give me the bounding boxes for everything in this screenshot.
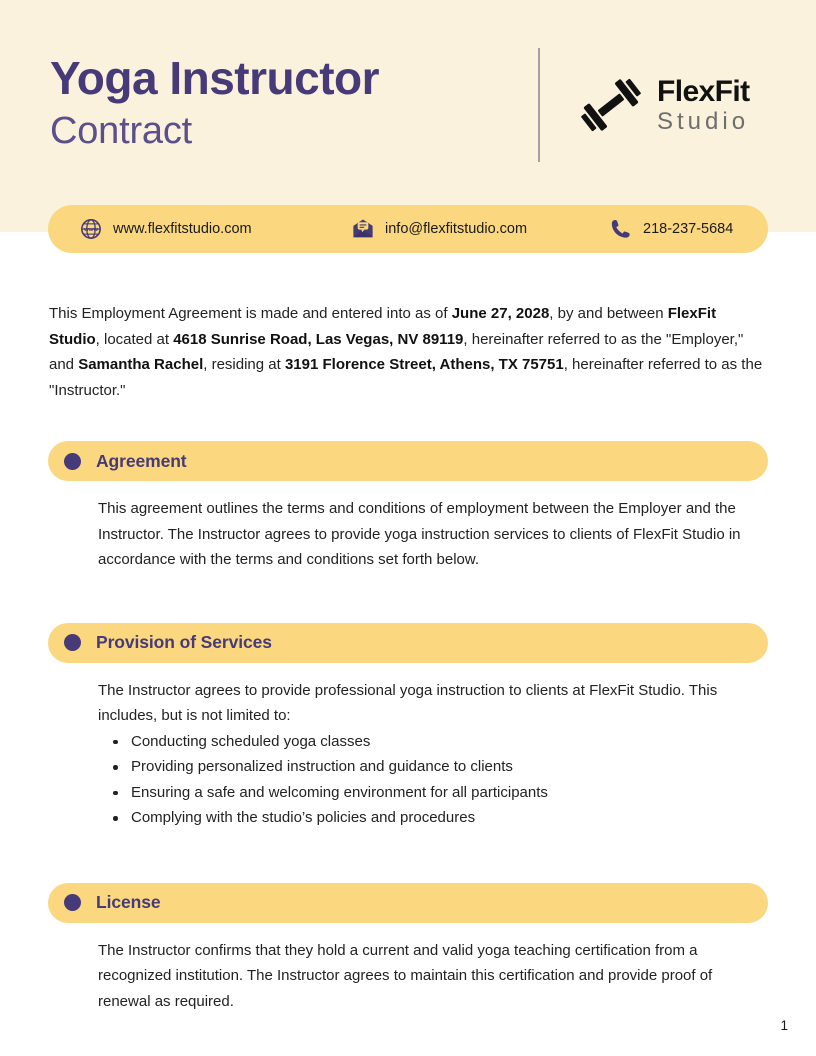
- brand-logo: [578, 74, 750, 135]
- intro-text-2: , by and between: [549, 305, 668, 322]
- page-subtitle: Contract: [50, 110, 193, 153]
- list-item: Complying with the studio’s policies and procedures: [98, 805, 764, 831]
- contact-phone[interactable]: [610, 218, 733, 240]
- intro-date: June 27, 2028: [451, 305, 550, 322]
- envelope-icon: [352, 218, 374, 240]
- phone-icon: [610, 218, 632, 240]
- header-content: [50, 40, 766, 170]
- section-heading: Agreement: [96, 450, 187, 471]
- page-title: Yoga Instructor: [50, 52, 380, 105]
- section-header-provision-of-services: [48, 623, 768, 663]
- section-paragraph: This agreement outlines the terms and conditions of employment between the Employer and the Instructor. The Instructor agrees to provide yoga instruction services to clients of FlexFit Studio in accordance with the terms and conditions set forth below.: [98, 500, 741, 568]
- contact-website[interactable]: [80, 218, 352, 240]
- contact-website-label: www.flexfitstudio.com: [113, 221, 252, 237]
- section-body-provision-of-services: [48, 663, 768, 831]
- contact-email[interactable]: [352, 218, 610, 240]
- svg-text:WWW: WWW: [84, 228, 98, 234]
- intro-text-5: , residing at: [203, 356, 285, 373]
- contract-sections: [48, 441, 768, 1014]
- header-divider: [538, 48, 540, 162]
- logo-name: FlexFit: [657, 74, 750, 108]
- section-paragraph: The Instructor agrees to provide professional yoga instruction to clients at FlexFit Studio. This includes, but is not limited to:: [98, 681, 718, 724]
- section-spacer: [48, 573, 768, 623]
- intro-text-3: , located at: [95, 330, 174, 348]
- intro-instructor: Samantha Rachel: [78, 356, 204, 373]
- section-header-agreement: [48, 441, 768, 481]
- intro-employer-address: 4618 Sunrise Road, Las Vegas, NV 89119: [173, 330, 464, 348]
- intro-text-6: , hereinafter referred to as the "Instructor.": [49, 356, 763, 399]
- intro-text-4: , hereinafter referred to as the "Employer," and: [49, 330, 744, 373]
- logo-tagline: Studio: [657, 107, 750, 135]
- contact-bar: [48, 205, 768, 253]
- section-license: [48, 883, 768, 1015]
- bullet-dot-icon: [64, 894, 81, 911]
- section-header-license: [48, 883, 768, 923]
- intro-paragraph: [49, 301, 764, 403]
- section-body-agreement: [48, 481, 768, 573]
- list-item: Conducting scheduled yoga classes: [98, 729, 764, 755]
- dumbbell-icon: [578, 77, 644, 133]
- intro-text-1: This Employment Agreement is made and entered into as of: [49, 305, 452, 322]
- intro-employer: FlexFit Studio: [49, 305, 717, 348]
- services-list: [98, 729, 764, 831]
- section-provision-of-services: [48, 623, 768, 831]
- list-item: Ensuring a safe and welcoming environment for all participants: [98, 780, 764, 806]
- section-spacer: [48, 831, 768, 883]
- list-item: Providing personalized instruction and guidance to clients: [98, 754, 764, 780]
- title-block: [50, 54, 530, 155]
- bullet-dot-icon: [64, 634, 81, 651]
- page-number: 1: [780, 1018, 788, 1033]
- section-agreement: [48, 441, 768, 573]
- section-heading: License: [96, 892, 161, 912]
- contact-phone-label: 218-237-5684: [643, 221, 734, 237]
- logo-text: [657, 74, 750, 135]
- intro-instructor-address: 3191 Florence Street, Athens, TX 75751: [284, 356, 564, 373]
- contact-email-label: info@flexfitstudio.com: [385, 221, 528, 237]
- section-paragraph: The Instructor confirms that they hold a current and valid yoga teaching certification from a recognized institution. The Instructor agrees to maintain this certification and provide proof of renewal as required.: [98, 941, 713, 1010]
- globe-icon: [80, 218, 102, 240]
- bullet-dot-icon: [64, 453, 81, 470]
- section-body-license: [48, 923, 768, 1015]
- section-heading: Provision of Services: [96, 632, 272, 652]
